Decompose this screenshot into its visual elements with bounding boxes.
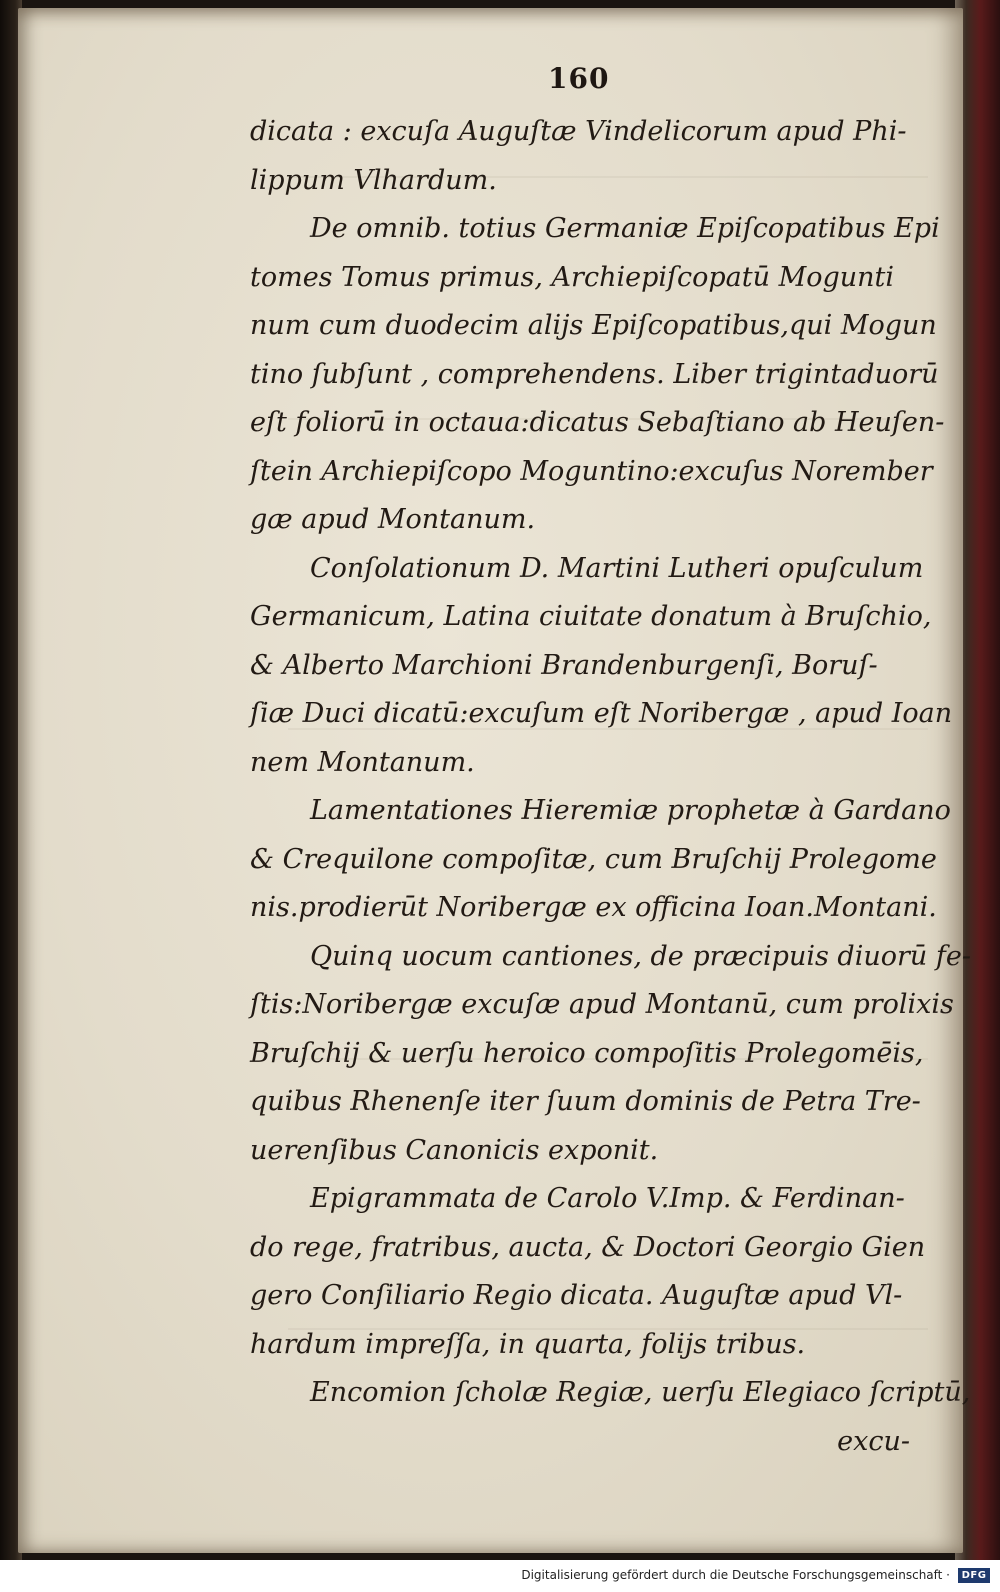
catchword: excu- [837, 1425, 910, 1457]
text-line: eſt foliorū in octaua:dicatus Sebaſtiano ab Heuſen- [250, 407, 945, 438]
page-text [250, 108, 971, 1466]
text-line: Bruſchij & uerſu heroico compoſitis Prolegomēis, [250, 1037, 924, 1069]
text-line: & Alberto Marchioni Brandenburgenſi, Boruſ- [250, 649, 878, 681]
text-line: & Crequilone compoſitæ, cum Bruſchij Prolegome [250, 843, 937, 875]
funding-credit: Digitalisierung gefördert durch die Deutsche Forschungsgemeinschaft · [521, 1568, 950, 1582]
text-line: gæ apud Montanum. [250, 504, 536, 535]
text-line: lippum Vlhardum. [250, 164, 497, 196]
text-line: Quinq uocum cantiones, de præcipuis diuorū fe- [310, 940, 971, 972]
text-line: ſtis:Noribergæ excuſæ apud Montanū, cum prolixis [250, 989, 954, 1020]
text-line: Encomion ſcholæ Regiæ, uerſu Elegiaco ſcriptū, [310, 1377, 971, 1408]
dfg-logo: DFG [958, 1568, 990, 1583]
text-line: nem Montanum. [250, 746, 475, 778]
text-line: uerenſibus Canonicis exponit. [250, 1134, 659, 1166]
text-line: tomes Tomus primus, Archiepiſcopatū Mogunti [250, 261, 895, 293]
text-line: do rege, fratribus, aucta, & Doctori Georgio Gien [250, 1231, 926, 1263]
text-line: gero Conſiliario Regio dicata. Auguſtæ apud Vl- [250, 1280, 903, 1311]
text-line: Germanicum, Latina ciuitate donatum à Bruſchio, [250, 601, 932, 632]
text-line: nis.prodierūt Noribergæ ex officina Ioan.Montani. [250, 892, 937, 923]
text-line: hardum impreſſa, in quarta, folijs tribus. [250, 1328, 806, 1360]
text-line: Epigrammata de Carolo V.Imp. & Ferdinan- [310, 1183, 905, 1214]
text-line: tino ſubſunt , comprehendens. Liber trigintaduorū [250, 358, 939, 390]
text-line: Lamentationes Hieremiæ prophetæ à Gardano [310, 795, 951, 826]
text-line: ſtein Archiepiſcopo Moguntino:excuſus Norember [250, 455, 933, 487]
text-line: quibus Rhenenſe iter ſuum dominis de Petra Tre- [250, 1086, 921, 1117]
text-line: De omnib. totius Germaniæ Epiſcopatibus Epi [310, 213, 940, 244]
text-line: dicata : excuſa Auguſtæ Vindelicorum apud Phi- [250, 116, 907, 147]
text-line: ſiæ Duci dicatū:excuſum eſt Noribergæ , apud Ioan [250, 698, 953, 729]
text-line: num cum duodecim alijs Epiſcopatibus,qui Mogun [250, 310, 937, 341]
text-line: Conſolationum D. Martini Lutheri opuſculum [310, 552, 924, 584]
page-number: 160 [548, 62, 610, 95]
digitization-footer [0, 1560, 1000, 1592]
